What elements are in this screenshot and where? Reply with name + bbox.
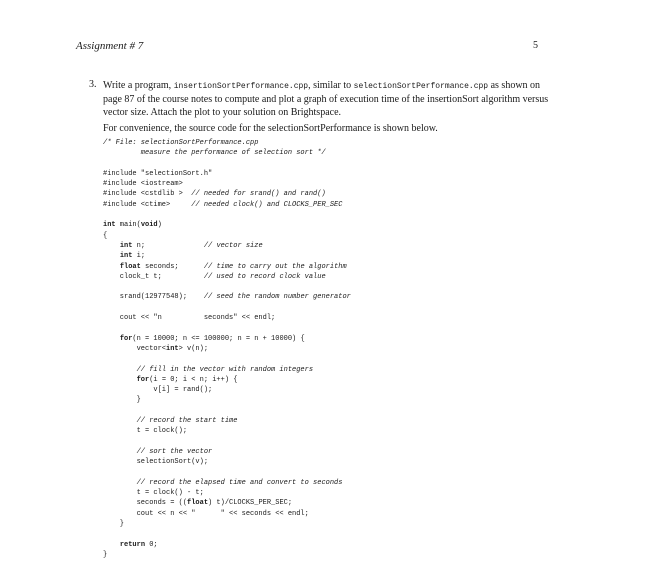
code-line: cout << "n seconds" << endl;: [103, 314, 276, 323]
code-listing: [103, 138, 351, 560]
paragraph-text: , similar to: [308, 80, 354, 91]
code-line: #include <cstdlib > // needed for srand() and rand(): [103, 190, 326, 199]
code-line: }: [103, 519, 125, 528]
filename-selection: selectionSortPerformance.cpp: [353, 82, 489, 91]
code-line: [103, 210, 351, 220]
code-line: [103, 159, 351, 169]
paragraph-text: Write a program,: [103, 80, 174, 91]
code-line: int i;: [119, 252, 146, 261]
code-line: [103, 323, 351, 333]
code-line: float seconds; // time to carry out the algorithm: [119, 262, 347, 271]
code-line: #include <ctime> // needed clock() and CLOCKS_PER_SEC: [103, 200, 343, 209]
convenience-paragraph: For convenience, the source code for the selectionSortPerformance is shown below.: [103, 123, 438, 134]
code-line: #include "selectionSort.h": [103, 169, 213, 178]
code-line: t = clock() - t;: [103, 489, 204, 498]
code-line: int n; // vector size: [119, 241, 263, 250]
running-header-title: Assignment # 7: [76, 40, 144, 52]
paragraph-text: as shown on page 87 of the course notes to compute and plot a graph of execution time of the insertionSort algorithm versus vector size. Attach the plot to your solution on Brightspace.: [103, 80, 549, 118]
code-line: #include <iostream>: [103, 180, 183, 189]
code-line: vector<int> v(n);: [103, 344, 209, 353]
code-line: // fill in the vector with random integers: [136, 365, 314, 374]
code-line: // sort the vector: [136, 447, 213, 456]
code-line: [103, 303, 351, 313]
question-paragraph: [103, 79, 553, 119]
code-line: /* File: selectionSortPerformance.cpp: [103, 139, 259, 147]
code-line: for(i = 0; i < n; i++) {: [136, 375, 238, 384]
code-line: [103, 406, 351, 416]
code-line: [103, 468, 351, 478]
code-line: [103, 437, 351, 447]
code-line: return 0;: [119, 540, 158, 549]
page-number: 5: [533, 40, 538, 51]
code-line: t = clock();: [103, 427, 188, 436]
code-line: }: [103, 550, 108, 559]
code-line: [103, 529, 351, 539]
code-line: int main(void): [103, 221, 162, 230]
code-line: measure the performance of selection sort */: [103, 149, 326, 158]
code-line: }: [103, 396, 141, 405]
code-line: [103, 282, 351, 292]
code-line: clock_t t; // used to record clock value: [103, 272, 326, 281]
code-line: {: [103, 231, 108, 240]
question-number: 3.: [89, 79, 97, 90]
code-line: cout << n << " " << seconds << endl;: [103, 509, 309, 518]
code-line: v[i] = rand();: [103, 386, 213, 395]
code-line: selectionSort(v);: [103, 458, 209, 467]
code-line: [103, 354, 351, 364]
code-line: srand(12977548); // seed the random number generator: [103, 293, 351, 302]
filename-insertion: insertionSortPerformance.cpp: [173, 82, 309, 91]
code-line: // record the start time: [136, 417, 238, 426]
code-line: // record the elapsed time and convert to seconds: [136, 478, 343, 487]
code-line: for(n = 10000; n <= 100000; n = n + 10000) {: [119, 334, 305, 343]
code-line: seconds = ((float) t)/CLOCKS_PER_SEC;: [103, 499, 293, 508]
